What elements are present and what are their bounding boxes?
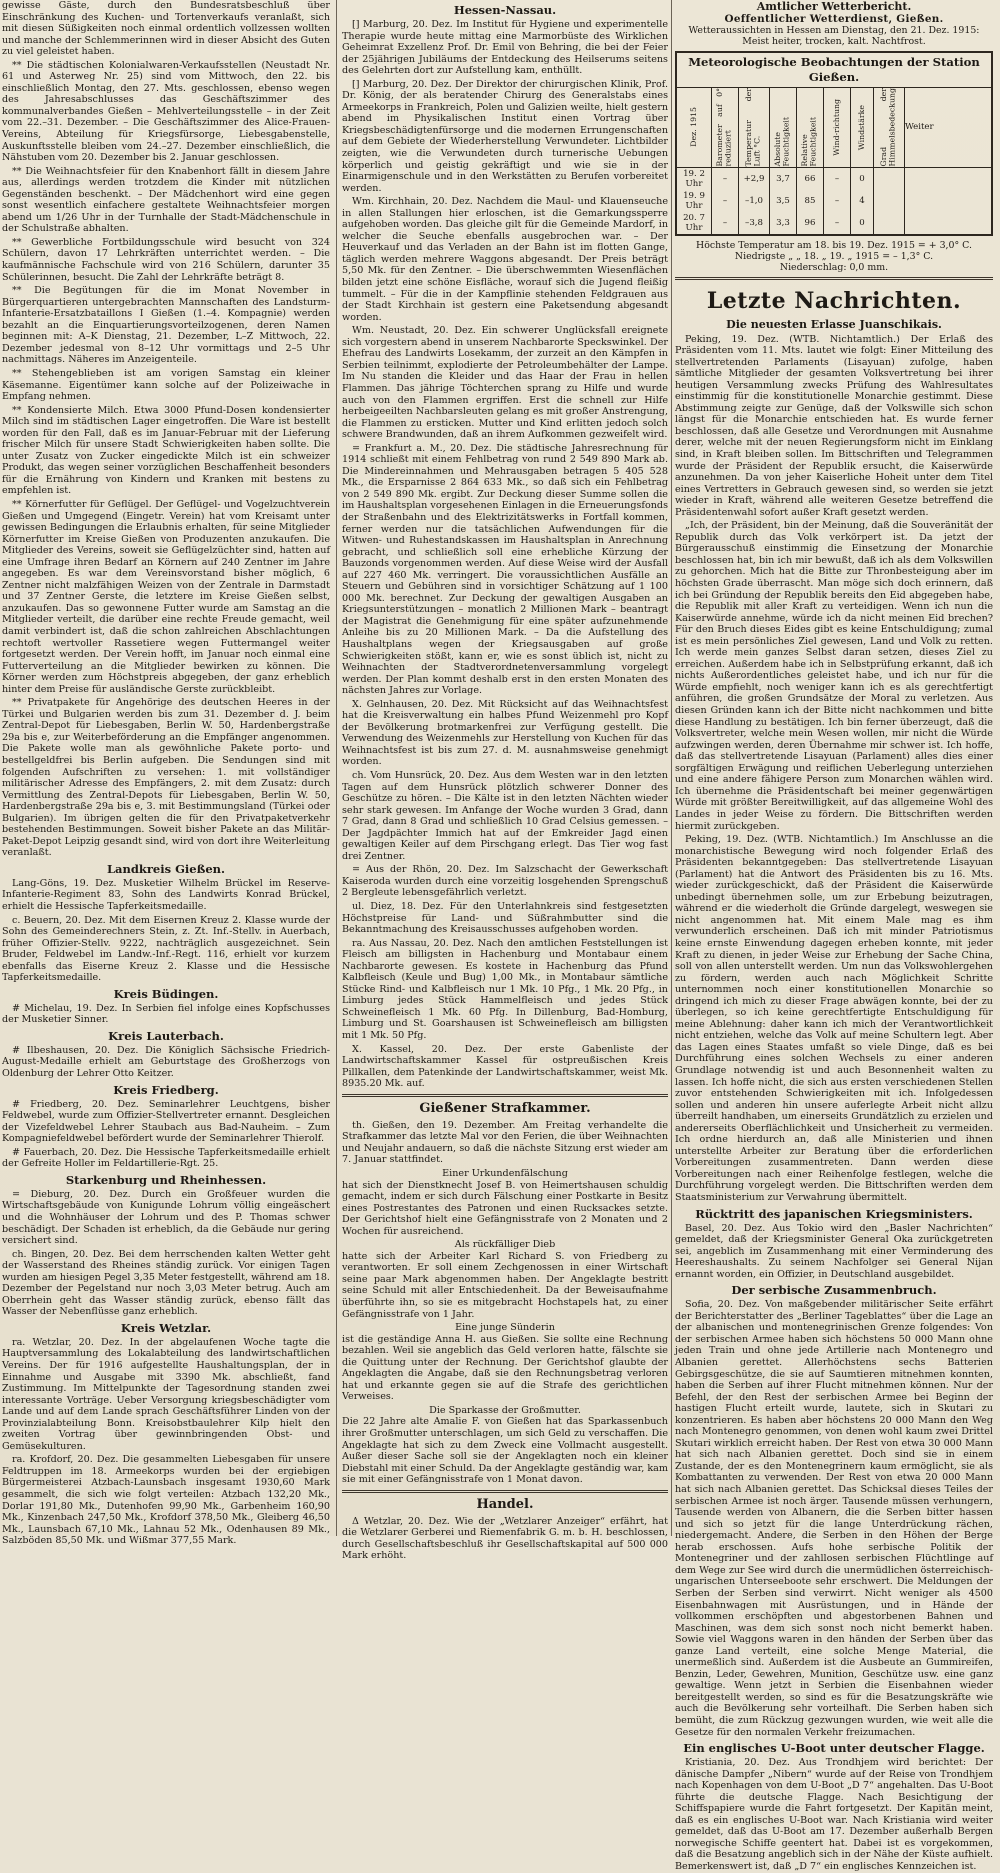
table-header: Weiter bbox=[905, 122, 934, 133]
article-paragraph: ra. Aus Nassau, 20. Dez. Nach den amtlichen Feststellungen ist Fleisch am billigsten in Hachenburg und Montabaur einem Nachbarorte gewesen. Es kostete in Hachenburg das Pfund Kalbfleisch (Keule und Bug) 1,00 Mk., in Montabaur sämtliche Stücke Rind- und Kalbfleisch nur 1 Mk. 10 Pfg., 1 Mk. 20 Pfg., in Limburg jedes Stück Hammelfleisch und jedes Stück Schweinefleisch 1 Mk. 60 Pfg. In Dillenburg, Bad-Homburg, Limburg und St. Goarshausen ist Schweinefleisch am billigsten mit 1 Mk. 50 Pfg. bbox=[342, 937, 668, 1042]
section-divider bbox=[342, 1094, 668, 1097]
article-paragraph: # Ilbeshausen, 20. Dez. Die Königlich Sächsische Friedrich-August-Medaille erhielt am Geburtstage des Großherzogs von Oldenburg der Lehrer Otto Keitzer. bbox=[2, 1044, 330, 1080]
table-cell: – bbox=[824, 167, 851, 190]
table-cell: – bbox=[824, 212, 851, 234]
article-paragraph: Wm. Neustadt, 20. Dez. Ein schwerer Unglücksfall ereignete sich vorgestern abend in unserem Nachbarorte Speckswinkel. Der Ehefrau des Landwirts Losekamm, der zurzeit an den Kämpfen in Serbien teilnimmt, explodierte der Petroleumbehälter der Lampe. Im Nu standen die Kleider und das Haar der Frau in hellen Flammen. Das jährige Töchterchen sprang zu Hilfe und wurde auch von den Flammen ergriffen. Erst die schnell zur Hilfe herbeigeeilten Nachbarsleuten gelang es mit großer Anstrengung, die Flammen zu ersticken. Mutter und Kind erlitten jedoch solch schwere Brandwunden, daß an ihrem Aufkommen gezweifelt wird. bbox=[342, 325, 668, 441]
section-divider bbox=[675, 277, 993, 280]
temperature-low: Niedrigste „ „ 18. „ 19. „ 1915 = – 1,3° C. bbox=[734, 250, 934, 262]
table-cell: 4 bbox=[851, 190, 874, 212]
table-header: Windstärke bbox=[856, 104, 866, 150]
table-header: Temperatur der Luft °C. bbox=[744, 88, 762, 167]
article-paragraph: [] Marburg, 20. Dez. Der Direktor der chirurgischen Klinik, Prof. Dr. König, der als beratender Chirurg des Generalstabs eines Armeekorps in Frankreich, Polen und Galizien weilte, hielt gestern abend im Physikalischen Institut einen Vortrag über Kriegsbeschädigtenfürsorge und die modernen Errungenschaften auf dem Gebiete der Wiederherstellung Verwundeter. Lichtbilder zeigten, wie die Verwundeten durch turnerische Uebungen körperlich und geistig gekräftigt und wie sie in der Einarmigenschule und in den Werkstätten zu Berufen vorbereitet werden. bbox=[342, 78, 668, 194]
article-paragraph: = Aus der Rhön, 20. Dez. Im Salzschacht der Gewerkschaft Kaiseroda wurden durch eine vorzeitig losgehenden Sprengschuß 2 Bergleute lebensgefährlich verletzt. bbox=[342, 864, 668, 899]
article-paragraph: ** Die Weihnachtsfeier für den Knabenhort fällt in diesem Jahre aus, allerdings werden trotzdem die Kinder mit nützlichen Gegenständen beschenkt. – Der Mädchenhort wird eine gegen sonst wesentlich einfachere gestaltete Weihnachtsfeier morgen abend um 1/26 Uhr in der Turnhalle der Stadt-Mädchenschule in der Schulstraße abhalten. bbox=[2, 165, 330, 235]
article-paragraph: Lang-Göns, 19. Dez. Musketier Wilhelm Brückel im Reserve-Infanterie-Regiment 83, Sohn des Landwirts Konrad Brückel, erhielt die Hessische Tapferkeitsmedaille. bbox=[2, 877, 330, 913]
table-row bbox=[677, 167, 991, 190]
article-paragraph: ** Gewerbliche Fortbildungsschule wird besucht von 324 Schülern, davon 17 Lehrkräften unterrichtet werden. – Die kaufmännische Fachschule wird von 216 Schülern, darunter 35 Schülerinnen, besucht. Die Zahl der Lehrkräfte beträgt 8. bbox=[2, 236, 330, 283]
table-cell: – bbox=[712, 190, 739, 212]
subheading: Eine junge Sünderin bbox=[455, 1322, 555, 1334]
meteorological-table-title: Meteorologische Beobachtungen der Station Gießen. bbox=[677, 53, 991, 88]
table-cell bbox=[874, 212, 905, 234]
table-cell: 66 bbox=[797, 167, 824, 190]
table-header: Dez. 1915 bbox=[688, 107, 698, 148]
article-paragraph: Wm. Kirchhain, 20. Dez. Nachdem die Maul- und Klauenseuche in allen Stallungen hier erloschen, ist die Gemarkungssperre aufgehoben worden. Das gleiche gilt für die Gemeinde Mardorf, in welcher die Seuche ebenfalls ausgebrochen war. – Der Heuverkauf und das Verladen an der Bahn ist im flotten Gange, täglich werden mehrere Waggons abgesandt. Der Preis beträgt 5,50 Mk. für den Zentner. – Die überschwemmten Wiesenflächen bilden jetzt eine schöne Eisfläche, worauf sich die Jugend fleißig tummelt. – Für die in der Kampflinie stehenden Feldgrauen aus der Stadt Kirchhain ist gestern eine Paketsendung abgesandt worden. bbox=[342, 196, 668, 323]
table-cell: 96 bbox=[797, 212, 824, 234]
section-heading: Landkreis Gießen. bbox=[106, 861, 226, 876]
table-header: Absolute Feuchtigkeit bbox=[773, 116, 791, 167]
table-cell: 20. 7 Uhr bbox=[677, 212, 712, 234]
article-paragraph: ** Die Begütungen für die im Monat November in Bürgerquartieren untergebrachten Mannschaften des Landsturm-Infanterie-Ersatzbataillons I Gießen (1.–4. Kompagnie) werden bezahlt an die Einquartierungsvorteilzogenen, deren Namen beginnen mit: A–K Dienstag, 21. Dezember, L–Z Mittwoch, 22. Dezember jedesmal von 8–12 Uhr vormittags und 2–5 Uhr nachmittags. Näheres im Anzeigenteile. bbox=[2, 285, 330, 366]
column-rule bbox=[336, 0, 337, 1536]
article-paragraph: Kristiania, 20. Dez. Aus Trondhjem wird berichtet: Der dänische Dampfer „Nibern“ wurde auf der Reise von Trondhjem nach Kopenhagen von dem U-Boot „D 7“ angehalten. Das U-Boot führte die deutsche Flagge. Nach Besichtigung der Schiffspapiere wurde die Fahrt fortgesetzt. Der Kapitän meint, daß es ein englisches U-Boot war. Nach Kristiania wird weiter gemeldet, daß das U-Boot am 17. Dezember außerhalb Bergen norwegische Schiffe geentert hat. Dabei ist es vorgekommen, daß die Besatzung angeblich sich in der Nähe der Küste aufhielt. Bemerkenswert ist, daß „D 7“ ein englisches Kennzeichen ist. bbox=[675, 1757, 993, 1872]
table-cell: – bbox=[712, 167, 739, 190]
subheading: Als rückfälliger Dieb bbox=[454, 1239, 556, 1251]
table-cell bbox=[874, 167, 905, 190]
temperature-high: Höchste Temperatur am 18. bis 19. Dez. 1915 = + 3,0° C. bbox=[696, 239, 972, 251]
section-heading: Der serbische Zusammenbruch. bbox=[731, 1283, 937, 1298]
subheading: Einer Urkundenfälschung bbox=[442, 1167, 568, 1179]
weather-report-title: Amtlicher Wetterbericht. bbox=[756, 0, 912, 13]
section-heading: Ein englisches U-Boot unter deutscher Flagge. bbox=[683, 1741, 985, 1756]
article-paragraph: X. Gelnhausen, 20. Dez. Mit Rücksicht auf das Weihnachtsfest hat die Kreisverwaltung ein halbes Pfund Weizenmehl pro Kopf der Bevölkerung brotmarkenfrei zur Verfügung gestellt. Die Verwendung des Weizenmehls zur Herstellung von Kuchen für das Weihnachtsfest ist bis zum 27. d. M. ausnahmsweise genehmigt worden. bbox=[342, 698, 668, 768]
article-paragraph: c. Beuern, 20. Dez. Mit dem Eisernen Kreuz 2. Klasse wurde der Sohn des Gemeinderechners Stein, z. Zt. Inf.-Stellv. in Auerbach, früher Offizier-Stellv. 9222, nachträglich ausgezeichnet. Sein Bruder, Feldwebel im Landw.-Inf.-Regt. 116, erhielt vor kurzem ebenfalls das Eiserne Kreuz 2. Klasse und die Hessische Tapferkeitsmedaille. bbox=[2, 914, 330, 984]
table-cell: +2,9 bbox=[739, 167, 770, 190]
article-paragraph: Sofia, 20. Dez. Von maßgebender militärischer Seite erfährt der Berichterstatter des „Berliner Tageblattes“ über die Lage an der albanischen und montenegrinischen Grenze folgendes: Von der serbischen Armee haben sich höchstens 50 000 Mann ohne jeden Train und ohne jede Artillerie nach Montenegro und Albanien gerettet. Allerhöchstens sechs Batterien Gebirgsgeschütze, die sie auf Saumtieren mitnehmen konnten, haben die Serben auf ihrer Flucht mitnehmen können. Nur der Befehl, der den Rest der serbischen Armee bei Beginn der hastigen Flucht erteilt wurde, lautete, sich in Skutari zu konzentrieren. Es haben aber höchstens 20 000 Mann den Weg nach Montenegro genommen, von denen wohl kaum zwei Drittel Skutari wirklich erreicht haben. Der Rest von etwa 30 000 Mann hat sich nach Albanien gerettet. Doch sind sie in einem Zustande, der es den Montenegrinern kaum ermöglicht, sie als Kombattanten zu verwenden. Der Rest von etwa 20 000 Mann hat sich nach Albanien gerettet. Das Schicksal dieses Teiles der serbischen Armee ist noch ärger. Tausende müssen verhungern, Tausende werden von Albanern, die die Serben bitter hassen und sich so jetzt für die lange Unterdrückung rächen, niedergemacht. Andere, die Serben in den Höhen der Berge herab erschossen. Aufs hohe serbische Politik der Montenegriner und der zahllosen serbischen Flüchtlinge auf dem Wege zur See wird durch die unermüdlichen österreichisch-ungarischen Unterseeboote sehr erschwert. Die Meldungen der Serben der Serben sind verwirrt. Nicht weniger als 4500 Eisenbahnwagen mit Ausrüstungen, und in Hände der vollkommen erschöpften und abgestorbenen Bahnen und Maschinen, was dem sich sonst noch nicht bemerkt haben. Sowie viel Waggons waren in den händen der Serben über das ganze Land verteilt, eine solche Menge Material, die unermeßlich sind. Außerdem ist die Ausbeute an Gummireifen, Benzin, Leder, Gewehren, Munition, Geschütze usw. eine ganz gewaltige. Wenn jetzt in Serbien die Eisenbahnen wieder bereitgestellt werden, so sind es für die Besatzungskräfte wie auch die Bevölkerung sehr vorteilhaft. Die Serben haben sich bemüht, die zum Rückzug gezwungen wurden, wie weit alle die Gesetze für den normalen Verkehr freizumachen. bbox=[675, 1299, 993, 1738]
article-paragraph: Basel, 20. Dez. Aus Tokio wird den „Basler Nachrichten“ gemeldet, daß der Kriegsminister General Oka zurückgetreten sei, angeblich im Zusammenhang mit einer Verminderung des Heereshaushalts. Zu seinem Nachfolger sei General Nijan ernannt worden, ein Offizier, in Deutschland ausgebildet. bbox=[675, 1222, 993, 1280]
article-paragraph: Peking, 19. Dez. (WTB. Nichtamtlich.) Im Anschlusse an die monarchistische Bewegung wird noch folgender Erlaß des Präsidenten bekanntgegeben: Das stellvertretende Lisayuan (Parlament) hat die Antwort des Präsidenten bis zu 16. Mts. wieder zurückgeschickt, daß der Präsident die Kaiserwürde unbedingt übernehmen solle, um zur Erbebung beizutragen, während er die wiederholt die Gründe dargelegt, weswegen sie nicht angenommen hat. Mit einem Male mag es ihm verwunderlich erscheinen. Daß ich mit minder Patriotismus keine ernste Einwendung dagegen erheben konnte, mit jeder Kraft zu dienen, in jeder Weise zur Erhebung der Sache China, soll von allen unterstellt werden. Um nun das Volkswohlergehen zu fördern, werden auch nach Möglichkeit Schritte unternommen noch einer konstitutionellen Monarchie so dringend ich mich zu dieser Frage abwägen konnte, bei der zu überlegen, so ich keine gerechtfertigte Entschuldigung für meine Ablehnung: daher kann ich mich der Verantwortlichkeit nicht entziehen, welche das Volk auf meine Schultern legt. Aber das Lagen eines Staates umfaßt so viele Dinge, daß es bei Durchführung eines solchen Wechsels zu einer anderen Grundlage notwendig ist und auch Besonnenheit walten zu lassen. Ich hoffe nicht, die sich aus ersten verschiedenen Stellen zuvor entstehenden Schwierigkeiten mit ich. Infolgedessen sollen und anderen hin unsere auferlegte Arbeit nicht allzu überreilt handhaben, um einerseits Grundätzlich zu erzielen und andererseits Oberflächlichkeit und Unsicherheit zu vermeiden. Ich ordne hierdurch an, daß alle Ministerien und ihnen unterstellte Arbeiter zur Beratung über die erforderlichen Vorbereitungen zusammentreten. Dann werden diese Vorbereitungen nach einer Reihenfolge festlegen, welche die Durchführung vorgelegt werden. Die Bittschriften werden dem Staatsministerium zur Verwahrung übermittelt. bbox=[675, 834, 993, 1203]
section-heading: Handel. bbox=[476, 1496, 534, 1512]
article-paragraph: ra. Wetzlar, 20. Dez. In der abgelaufenen Woche tagte die Hauptversammlung des Lokalabteilung des landwirtschaftlichen Vereins. Der für 1916 aufgestellte Haushaltungsplan, der in Einnahme und Ausgabe mit 3390 Mk. abschließt, fand Zustimmung. Im Mittelpunkte der Tagesordnung standen zwei interessante Vorträge. Ueber Versorgung kriegsbeschädigter vom Lande und auf dem Lande sprach Geschäftsführer Linden von der Provinzialabteilung Bonn. Kreisobstbaulehrer Kilp hielt den zweiten Vortrag über gewinnbringenden Obst- und Gemüsekulturen. bbox=[2, 1336, 330, 1452]
table-cell: – bbox=[824, 190, 851, 212]
article-paragraph: ** Kondensierte Milch. Etwa 3000 Pfund-Dosen kondensierter Milch sind im städtischen Lager eingetroffen. Die Ware ist bestellt worden für den Fall, daß es im Januar-Februar mit der Lieferung frischer Milch für unsere Stadt Schwierigkeiten haben sollte. Die unter Zusatz von Zucker eingedickte Milch ist ein schweizer Produkt, das wegen seiner vorzüglichen Beschaffenheit besonders für die Ernährung von Kindern und Kranken mit bestens zu empfehlen ist. bbox=[2, 404, 330, 497]
section-heading: Kreis Wetzlar. bbox=[120, 1320, 212, 1335]
table-cell bbox=[874, 190, 905, 212]
weather-service-name: Oeffentlicher Wetterdienst, Gießen. bbox=[724, 13, 944, 25]
article-paragraph: # Friedberg, 20. Dez. Seminarlehrer Leuchtgens, bisher Feldwebel, wurde zum Offizier-Stellvertreter ernannt. Desgleichen der Vizefeldwebel Lehrer Staubach aus Bad-Nauheim. – Zum Kompagniefeldwebel befördert wurde der Seminarlehrer Thierolf. bbox=[2, 1098, 330, 1145]
column-local-news bbox=[2, 0, 330, 1547]
article-paragraph: ch. Vom Hunsrück, 20. Dez. Aus dem Westen war in den letzten Tagen auf dem Hunsrück plötzlich schwerer Donner des Geschütze zu hören. – Die Kälte ist in den letzten Nächten wieder sehr stark gewesen. Im Anfange der Woche wurden 3 Grad, dann 7 Grad, dann 8 Grad und schließlich 10 Grad Celsius gemessen. – Der Jagdpächter Immich hat auf der Emkreider Jagd einen gewaltigen Keiler auf dem Pirschgang erlegt. Das Tier wog fast drei Zentner. bbox=[342, 770, 668, 862]
article-paragraph: X. Kassel, 20. Dez. Der erste Gabenliste der Landwirtschaftskammer Kassel für ostpreußischen Kreis Pillkallen, dem Patenkinde der Landwirtschaftskammer, weist Mk. 8935.20 Mk. auf. bbox=[342, 1043, 668, 1090]
table-cell: 85 bbox=[797, 190, 824, 212]
article-paragraph: ch. Bingen, 20. Dez. Bei dem herrschenden kalten Wetter geht der Wasserstand des Rheines ständig zurück. Vor einigen Tagen wurden am hiesigen Pegel 3,35 Meter festgestellt, während am 18. Dezember der Pegelstand nur noch 3,03 Meter betrug. Auch am Oberrhein geht das Wasser ständig zurück, ebenso fällt das Wasser der Nebenflüsse ganz erheblich. bbox=[2, 1248, 330, 1318]
table-cell: –1,0 bbox=[739, 190, 770, 212]
table-cell: 0 bbox=[851, 212, 874, 234]
table-cell bbox=[905, 190, 992, 212]
article-paragraph: [] Marburg, 20. Dez. Im Institut für Hygiene und experimentelle Therapie wurde heute mittag eine Marmorbüste des Wirklichen Geheimrat Exzellenz Prof. Dr. Emil von Behring, die bei der Feier der 25jährigen Jubiläums der Entdeckung des Heilserums seitens des Gelehrten dort zur Aufstellung kam, enthüllt. bbox=[342, 19, 668, 77]
table-header: Barometer auf 0° reduziert bbox=[715, 88, 733, 167]
article-paragraph: ul. Diez, 18. Dez. Für den Unterlahnkreis sind festgesetzten Höchstpreise für Land- und Süßrahmbutter sind die Bekanntmachung des Kreisausschusses aufgehoben worden. bbox=[342, 901, 668, 936]
meteorological-table bbox=[677, 88, 991, 234]
article-paragraph: „Ich, der Präsident, bin der Meinung, daß die Souveränität der Republik durch das Volk verkörpert ist. Da jetzt der Bürgerausschuß einstimmig die Einsetzung der Monarchie beschlossen hat, bin ich mir bewußt, daß ich als dem Volkswillen zu gehorchen. Mich hat die Bitte zur Thronbesteigung aber im höchsten Grade überrascht. Man möge sich doch erinnern, daß ich bei Gründung der Republik bereits den Eid abgegeben habe, die Republik mit aller Kraft zu verteidigen. Wenn ich nun die Kaiserwürde annehme, würde ich da nicht meinen Eid brechen? Für den Bruch dieses Eides gibt es keine Entschuldigung; zumal ist es mein persönliches Ziel gewesen, Land und Volk zu retten. Ich werde mein ganzes Selbst daran setzen, dieses Ziel zu erreichen. Außerdem habe ich in Selbstprüfung erkannt, daß ich nichts Außerordentliches geleistet habe, und ich nur für die Würde empfiehlt, noch weniger kann ich es als gerechtfertigt anführen, die großen Grundsätze der Moral zu verletzen. Aus diesen Gründen kann ich der Bitte nicht nachkommen und bitte diese Handlung zu bestätigen. Ich bin ferner überzeugt, daß die Volksvertreter, welche mein Wesen wollen, mir nicht die Würde aufzwingen werden, deren Übernahme mir schwer ist. Ich hoffe, daß das stellvertretende Lisayuan (Parlament) alles dies einer sorgfältigen Erwägung und reiflichen Ueberlegung unterziehen und eine andere fähigere Person zum Monarchen wählen wird. Ich übernehme die Präsidentschaft bei meiner gegenwärtigen Würde mit größter Bereitwilligkeit, auf das allgemeine Wohl des Landes in jeder Weise zu fördern. Die Bittschriften werden hiermit zurückgeben. bbox=[675, 520, 993, 832]
article-paragraph: Die 22 Jahre alte Amalie F. von Gießen hat das Sparkassenbuch ihrer Großmutter unterschlagen, um sich Geld zu verschaffen. Die Angeklagte hat sich zu dem Zweck eine Vollmacht ausgestellt. Außer dieser Sache soll sie der Angeklagten noch ein kleiner Diebstahl mit einer Schuld. Da der Angeklagte geständig war, kam sie mit einer Gefängnisstrafe von 1 Monat davon. bbox=[342, 1416, 668, 1486]
article-paragraph: # Michelau, 19. Dez. In Serbien fiel infolge eines Kopfschusses der Musketier Sinner. bbox=[2, 1002, 330, 1026]
section-heading: Hessen-Nassau. bbox=[453, 3, 557, 17]
section-heading: Kreis Büdingen. bbox=[113, 986, 219, 1001]
column-latest-news bbox=[675, 0, 993, 1872]
precipitation: Niederschlag: 0,0 mm. bbox=[779, 261, 889, 273]
article-paragraph: hat sich der Dienstknecht Josef B. von Heimertshausen schuldig gemacht, indem er sich durch Fälschung einer Postkarte in Besitz eines Postrestantes des Patronen und einen Rucksackes setzte. Der Gerichtshof hielt eine Gefängnisstrafe von 2 Monaten und 2 Wochen für ausreichend. bbox=[342, 1179, 668, 1237]
table-cell: 19. 9 Uhr bbox=[677, 190, 712, 212]
article-paragraph: ** Privatpakete für Angehörige des deutschen Heeres in der Türkei und Bulgarien werden bis zum 31. Dezember d. J. beim Zentral-Depot für Liebesgaben, Berlin W. 50, Hardenbergstraße 29a bis e, zur Weiterbeförderung an die Empfänger angenommen. Die Pakete wolle man als gewöhnliche Pakete porto- und bestellgeldfrei bis Berlin aufgeben. Die Sendungen sind mit folgenden Aufschriften zu versehen: 1. mit vollständiger militärischer Adresse des Empfängers, 2. mit dem Zusatz: durch Vermittlung des Zentral-Depots für Liebesgaben, Berlin W. 50, Hardenbergstraße 29a bis e, 3. mit Bestimmungsland (Türkei oder Bulgarien). Im übrigen gelten die für den Privatpaketverkehr bestehenden Bestimmungen. Soweit bisher Pakete an das Militär-Paket-Depot Leipzig gesandt sind, wird von dort ihre Weiterleitung veranlaßt. bbox=[2, 697, 330, 859]
table-cell: – bbox=[712, 212, 739, 234]
meteorological-table-box bbox=[675, 51, 993, 236]
table-row bbox=[677, 212, 991, 234]
section-heading: Starkenburg und Rheinhessen. bbox=[65, 1172, 267, 1187]
table-header: Wind-richtung bbox=[831, 98, 841, 156]
article-paragraph: ra. Krofdorf, 20. Dez. Die gesammelten Liebesgaben für unsere Feldtruppen im 18. Armeekorps wurden bei der ergiebigen Bürgermeisterei Atzbach-Launsbach insgesamt 1930,60 Mark gesammelt, die sich wie folgt verteilen: Atzbach 132,20 Mk., Dorlar 191,80 Mk., Dutenhofen 99,90 Mk., Garbenheim 160,90 Mk., Kinzenbach 247,50 Mk., Krofdorf 378,50 Mk., Gleiberg 46,50 Mk., Launsbach 67,10 Mk., Lahnau 52 Mk., Odenhausen 89 Mk., Salzböden 85,50 Mk. und Wißmar 377,55 Mark. bbox=[2, 1454, 330, 1547]
article-paragraph: th. Gießen, den 19. Dezember. Am Freitag verhandelte die Strafkammer das letzte Mal vor den Ferien, die über Weihnachten und Neujahr andauern, so daß die nächste Sitzung erst wieder am 7. Januar stattfindet. bbox=[342, 1119, 668, 1166]
article-paragraph: gewisse Gäste, durch den Bundesratsbeschluß über Einschränkung des Kuchen- und Tortenverkaufs veranlaßt, sich mit diesen Süßigkeiten noch einmal ordentlich vollzessen wollten und manche der Schlemmerinnen wird in dieser Absicht des Guten zu viel geleistet haben. bbox=[2, 0, 330, 58]
table-cell: –3,8 bbox=[739, 212, 770, 234]
article-paragraph: = Frankfurt a. M., 20. Dez. Die städtische Jahresrechnung für 1914 schließt mit einem Fehlbetrag von rund 2 549 890 Mark ab. Die Mindereinnahmen und Mehrausgaben betragen 5 405 528 Mk., die Ersparnisse 2 864 633 Mk., so daß sich ein Fehlbetrag von 2 549 890 Mk. ergibt. Zur Deckung dieser Summe sollen die im Haushaltsplan vorgesehenen Einlagen in die Erneuerungsfonds der Straßenbahn und des Elektrizitätswerks in Fortfall kommen, ferner werden nur die tatsächlichen Aufwendungen für die Witwen- und Ruhestandskassen im Haushaltsplan in Anrechnung gebracht, und schließlich soll eine erhebliche Kürzung der Bauzonds vorgenommen werden. Auf diese Weise wird der Ausfall auf 227 460 Mk. verringert. Die voraussichtlichen Ausfälle an Steuern und Gebühren sind in vorsichtiger Schätzung auf 1 100 000 Mk. berechnet. Zur Deckung der gewaltigen Ausgaben an Kriegsunterstützungen – monatlich 2 Millionen Mark – beantragt der Magistrat die Genehmigung für eine später aufzunehmende Anleihe bis zu 20 Millionen Mark. – Da die Aufstellung des Haushaltplans wegen der Kriegsausgaben auf große Schwierigkeiten stößt, kann er, wie es sonst üblich ist, nicht zu Weihnachten der Stadtverordnetenversammlung vorgelegt werden. Der Plan kommt deshalb erst in den ersten Monaten des nächsten Jahres zur Vorlage. bbox=[342, 442, 668, 697]
article-paragraph: Δ Wetzlar, 20. Dez. Wie der „Wetzlarer Anzeiger“ erfährt, hat die Wetzlarer Gerberei und Riemenfabrik G. m. b. H. beschlossen, durch Gesellschaftsbeschluß ihr Gesellschaftskapital auf 500 000 Mark erhöht. bbox=[342, 1515, 668, 1562]
column-rule bbox=[671, 0, 672, 1536]
section-heading: Kreis Friedberg. bbox=[113, 1082, 219, 1097]
latest-news-subheading: Die neuesten Erlasse Juanschikais. bbox=[726, 317, 942, 331]
article-paragraph: = Dieburg, 20. Dez. Durch ein Großfeuer wurden die Wirtschaftsgebäude von Kunigunde Lohrum völlig eingeäschert und die Wohnhäuser der Lohrum und des P. Thomas schwer beschädigt. Der Schaden ist erheblich, da die Gebäude nur gering versichert sind. bbox=[2, 1188, 330, 1247]
column-regional-news bbox=[342, 0, 668, 1562]
table-cell: 3,3 bbox=[770, 212, 797, 234]
table-cell: 3,5 bbox=[770, 190, 797, 212]
table-row bbox=[677, 190, 991, 212]
article-paragraph: ist die geständige Anna H. aus Gießen. Sie sollte eine Rechnung bezahlen. Weil sie angeblich das Geld verloren hatte, fälschte sie die Quittung unter der Rechnung. Der Gerichtshof glaubte der Angeklagten die Angabe, daß sie den Rechnungsbetrag verloren hat und erkannte gegen sie auf die Strafe des gerichtlichen Verweises. bbox=[342, 1333, 668, 1403]
article-paragraph: ** Die städtischen Kolonialwaren-Verkaufsstellen (Neustadt Nr. 61 und Asterweg Nr. 25) sind vom Mittwoch, den 22. bis einschließlich Montag, den 27. Mts. geschlossen, ebenso wegen des Jahresabschlusses das Geschäftszimmer des kommunalverbandes Gießen – Mehlverteilungsstelle – in der Zeit vom 22.–31. Dezember. – Die Geschäftszimmer des Alice-Frauen-Vereins, Abteilung für Kriegsfürsorge, Liebesgabenstelle, Auskunftsstelle bleiben vom 24.–27. Dezember einschließlich, die Nähstuben vom 20. Dezember bis 2. Januar geschlossen. bbox=[2, 59, 330, 164]
article-paragraph: # Fauerbach, 20. Dez. Die Hessische Tapferkeitsmedaille erhielt der Gefreite Holler im Feldartillerie-Rgt. 25. bbox=[2, 1146, 330, 1170]
table-cell bbox=[905, 167, 992, 190]
table-header: Grad der Himmelsbedeckung bbox=[879, 88, 897, 167]
section-heading: Gießener Strafkammer. bbox=[419, 1100, 591, 1116]
table-cell: 3,7 bbox=[770, 167, 797, 190]
table-cell bbox=[905, 212, 992, 234]
article-paragraph: hatte sich der Arbeiter Karl Richard S. von Friedberg zu verantworten. Er soll einem Zechgenossen in einer Wirtschaft seine paar Mark abgenommen haben. Der Angeklagte bestritt seine Schuld mit aller Entschiedenheit. Da der Beweisaufnahme überführte ihn, so sie es mitgebracht Hochstapels hat, zu einer Gefängnisstrafe von 1 Jahr. bbox=[342, 1250, 668, 1320]
table-header: Relative Feuchtigkeit bbox=[800, 116, 818, 167]
article-paragraph: ** Stehengeblieben ist am vorigen Samstag ein kleiner Käsemanne. Eigentümer kann solche auf der Polizeiwache in Empfang nehmen. bbox=[2, 367, 330, 403]
weather-forecast: Meist heiter, trocken, kalt. Nachtfrost. bbox=[742, 36, 926, 47]
section-divider bbox=[342, 1490, 668, 1493]
section-heading: Rücktritt des japanischen Kriegsministers. bbox=[695, 1206, 973, 1221]
article-paragraph: ** Körnerfutter für Geflügel. Der Geflügel- und Vogelzuchtverein Gießen und Umgegend (Eingetr. Verein) hat vom Kreisamt unter gewissen Bedingungen die Erlaubnis erhalten, für seine Mitglieder Körnerfutter im Kreise Gießen von Produzenten anzukaufen. Die Mitglieder des Vereins, soweit sie Geflügelzüchter sind, hatten auf eine Umfrage ihren Bedarf an Körnern auf 240 Zentner im Jahre angegeben. Es war dem Vereinsvorstand bisher möglich, 6 Zentner nicht malzfähigen Weizen von der Zentrale in Darmstadt und 37 Zentner Gerste, die letztere im Kreise Gießen selbst, anzukaufen. Das so gewonnene Futter wurde am Samstag an die Mitglieder verteilt, die darüber eine rechte Freude gemacht, weil damit verbindert ist, daß die schon zahlreichen Abschlachtungen rechtoft wertvoller Rassetiere wegen Futtermangel weiter fortgesetzt werden. Der Verein hofft, im Januar noch einmal eine Futterverteilung an die Mitglieder bewirken zu können. Die Körner werden zum Höchstpreis abgegeben, der ganz erheblich hinter dem Preise für ausländische Gerste zurückbleibt. bbox=[2, 498, 330, 695]
section-heading: Kreis Lauterbach. bbox=[108, 1028, 224, 1043]
weather-outlook-line: Wetteraussichten in Hessen am Dienstag, den 21. Dez. 1915: bbox=[688, 25, 980, 36]
table-cell: 0 bbox=[851, 167, 874, 190]
latest-news-heading: Letzte Nachrichten. bbox=[706, 287, 962, 314]
article-paragraph: Peking, 19. Dez. (WTB. Nichtamtlich.) Der Erlaß des Präsidenten vom 11. Mts. lautet wie folgt: Einer Mitteilung des stellvertretenden Parlaments (Lisayuan) zufolge, haben sämtliche Mitglieder der gesamten Volksvertretung bei ihrer heutigen Versammlung zwecks Prüfung des Wahlresultates einstimmig für die konstitutionelle Monarchie gestimmt. Diese Abstimmung zeigte zur Genüge, daß der Volkswille sich schon längst für die Monarchie entschieden hat. Es wurde ferner beschlossen, daß alle Gesetze und Verordnungen mit Ausnahme derer, welche mit der neuen Regierungsform nicht im Einklang sind, in Kraft bleiben sollen. Im Bittschriften und Telegrammen wurde der Präsident der Republik ersucht, die Kaiserwürde anzunehmen. Da von jeher Kaiserliche Hoheit unter dem Titel eines Vertretters in Gebrauch gewesen sind, so werden sie jetzt wieder in Kraft, während alle weiteren Gesetze betreffend die Präsidentenwahl sofort außer Kraft gesetzt werden. bbox=[675, 333, 993, 518]
table-cell: 19. 2 Uhr bbox=[677, 167, 712, 190]
subheading: Die Sparkasse der Großmutter. bbox=[429, 1404, 581, 1416]
